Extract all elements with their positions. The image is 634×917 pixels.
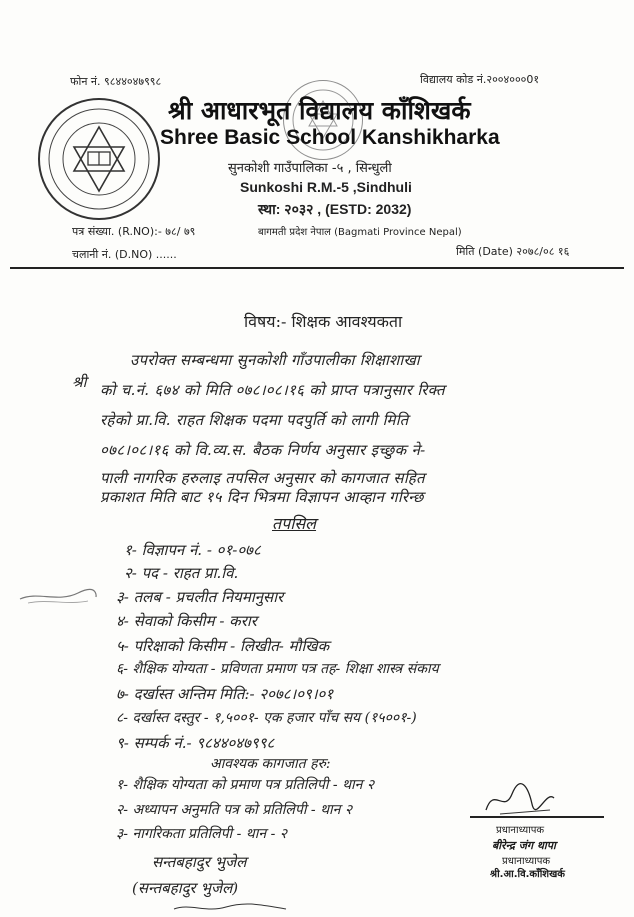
body-line-4: ०७८।०८।१६ को वि.व्य.स. बैठक निर्णय अनुसार इच्छुक ने- bbox=[100, 441, 426, 459]
sender-name: (सन्तबहादुर भुजेल) bbox=[132, 879, 239, 897]
tapasil-item-3: ३- तलब - प्रचलीत नियमानुसार bbox=[116, 588, 284, 606]
tapasil-item-8: ८- दर्खास्त दस्तुर - १,५००१- एक हजार पाँच सय (१५००१-) bbox=[116, 710, 417, 726]
document-item-3: ३- नागरिकता प्रतिलिपी - थान - २ bbox=[116, 826, 288, 842]
reference-number: पत्र संख्या. (R.NO):- ७८/ ७९ bbox=[72, 225, 196, 238]
province-name: बागमती प्रदेश नेपाल (Bagmati Province Nepal) bbox=[258, 227, 462, 238]
tapasil-item-6: ६- शैक्षिक योग्यता - प्रविणता प्रमाण पत्र तह- शिक्षा शास्त्र संकाय bbox=[116, 661, 439, 677]
tapasil-item-5: ५- परिक्षाको किसीम - लिखीत- मौखिक bbox=[116, 637, 330, 655]
tapasil-item-2: २- पद - राहत प्रा.वि. bbox=[124, 564, 239, 582]
established-year: स्था: २०३२ , (ESTD: 2032) bbox=[258, 201, 412, 217]
school-code: विद्यालय कोड नं.२००४०००0१ bbox=[420, 73, 540, 86]
tapasil-item-7: ७- दर्खास्त अन्तिम मिति:- २०७८।०९।०१ bbox=[116, 685, 334, 703]
body-line-2: को च.नं. ६७४ को मिति ०७८।०८।१६ को प्राप्त पत्रानुसार रिक्त bbox=[100, 381, 445, 399]
headteacher-signature bbox=[480, 780, 560, 820]
letter-subject: विषय:- शिक्षक आवश्यकता bbox=[244, 312, 403, 331]
tapasil-item-9: ९- सम्पर्क नं.- ९८४४०४७९९८ bbox=[116, 734, 275, 752]
body-line-5: पाली नागरिक हरुलाइ तपसिल अनुसार को कागजात सहित bbox=[100, 469, 425, 487]
body-line-1: उपरोक्त सम्बन्धमा सुनकोशी गाँउपालीका शिक्षाशाखा bbox=[130, 351, 420, 369]
sender-signature: सन्तबहादुर भुजेल bbox=[152, 853, 247, 871]
body-line-3: रहेको प्रा.वि. राहत शिक्षक पदमा पदपुर्ति को लागी मिति bbox=[100, 411, 409, 429]
tapasil-item-1: १- विज्ञापन नं. - ०१-०७८ bbox=[124, 541, 261, 559]
header-divider bbox=[10, 267, 624, 269]
bottom-scribble bbox=[170, 898, 290, 910]
address-english: Sunkoshi R.M.-5 ,Sindhuli bbox=[240, 179, 412, 195]
school-name-english: Shree Basic School Kanshikharka bbox=[160, 126, 500, 149]
letter-date: मिति (Date) २०७८/०८ १६ bbox=[456, 245, 570, 258]
tapasil-heading: तपसिल bbox=[272, 514, 317, 533]
signatory-title: प्रधानाध्यापक bbox=[496, 825, 545, 836]
dispatch-number: चलानी नं. (D.NO) ...... bbox=[72, 248, 177, 261]
document-item-1: १- शैक्षिक योग्यता को प्रमाण पत्र प्रतिलिपी - थान २ bbox=[116, 777, 375, 793]
school-name-nepali: श्री आधारभूत विद्यालय काँशिखर्क bbox=[168, 96, 471, 125]
signature-line bbox=[470, 816, 604, 818]
address-nepali: सुनकोशी गाउँपालिका -५ , सिन्धुली bbox=[228, 161, 392, 176]
salutation: श्री bbox=[72, 373, 87, 391]
phone-number: फोन नं. ९८४४०४७९९८ bbox=[70, 75, 162, 88]
body-line-6: प्रकाशत मिति बाट १५ दिन भित्रमा विज्ञापन आव्हान गरिन्छ bbox=[100, 488, 424, 506]
tapasil-item-4: ४- सेवाको किसीम - करार bbox=[116, 612, 257, 630]
documents-heading: आवश्यक कागजात हरु: bbox=[210, 756, 331, 772]
signatory-school: श्री.आ.वि.काँशिखर्क bbox=[490, 869, 565, 880]
scan-smudge bbox=[18, 585, 98, 607]
school-logo-seal bbox=[38, 98, 160, 220]
signatory-name: बीरेन्द्र जंग थापा bbox=[492, 839, 556, 852]
document-item-2: २- अध्यापन अनुमति पत्र को प्रतिलिपी - थान २ bbox=[116, 802, 353, 818]
signatory-role: प्रधानाध्यापक bbox=[502, 856, 551, 867]
